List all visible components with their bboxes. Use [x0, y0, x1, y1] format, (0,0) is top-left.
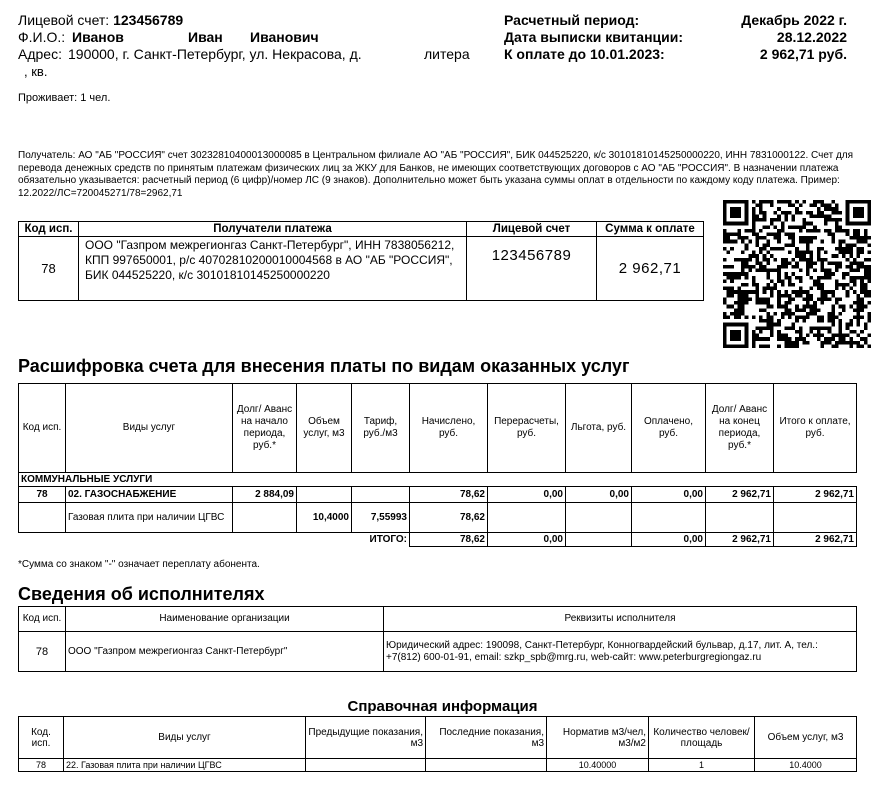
cell — [19, 503, 66, 533]
cell: 78 — [19, 759, 64, 772]
cell: 0,00 — [566, 487, 632, 503]
cell: 78,62 — [410, 503, 488, 533]
cell: 0,00 — [632, 533, 706, 547]
cell — [306, 759, 426, 772]
pay-amount: 2 962,71 руб. — [759, 46, 847, 62]
cell: 0,00 — [632, 487, 706, 503]
bh-total: Итого к оплате, руб. — [774, 384, 857, 473]
account-label: Лицевой счет: — [18, 12, 110, 28]
issue-date-label: Дата выписки квитанции: — [504, 29, 684, 45]
cell — [297, 487, 352, 503]
table-row — [19, 759, 857, 772]
col-code: Код исп. — [19, 222, 79, 237]
fio-middle: Иванович — [250, 29, 319, 45]
residents: Проживает: 1 чел. — [18, 92, 111, 104]
executors-table — [18, 606, 857, 672]
cell — [352, 487, 410, 503]
breakdown-table — [18, 383, 857, 547]
bh-debt-end: Долг/ Аванс на конец периода, руб.* — [706, 384, 774, 473]
cell: 2 962,71 — [774, 487, 857, 503]
cell: 2 884,09 — [233, 487, 297, 503]
fio-last: Иванов — [72, 29, 124, 45]
bh-charged: Начислено, руб. — [410, 384, 488, 473]
payment-code: 78 — [19, 237, 79, 301]
cell — [706, 503, 774, 533]
cell: 2 962,71 — [706, 533, 774, 547]
cell: 78 — [19, 487, 66, 503]
bh-code: Код исп. — [19, 384, 66, 473]
eh-code: Код исп. — [19, 607, 66, 632]
rh-people: Количество человек/ площадь — [649, 717, 755, 759]
cell: 2 962,71 — [706, 487, 774, 503]
cell: 78,62 — [410, 487, 488, 503]
col-recipients: Получатели платежа — [79, 222, 467, 237]
account-line — [18, 12, 183, 29]
issue-date-value: 28.12.2022 — [776, 29, 847, 45]
period-value: Декабрь 2022 г. — [741, 12, 847, 28]
cell: 22. Газовая плита при наличии ЦГВС — [64, 759, 306, 772]
cell — [566, 503, 632, 533]
rh-volume: Объем услуг, м3 — [755, 717, 857, 759]
address-kv: , кв. — [24, 64, 48, 79]
recipient-text: Получатель: АО "АБ "РОССИЯ" счет 30232810400013000085 в Центральном филиале АО "АБ "РОССИЯ", БИК 044525220, к/с 30101810145250000220, ИНН 7831000122. Счет для перевода денежных средств по принятым платежам физических лиц за ЖКУ для Банков, не имеющих соответствующих договоров с АО "АБ "РОССИЯ". В назначении платежа обязательно указывается: расчетный период (6 цифр)/номер ЛС (9 знаков). Дополнительно может быть указана суммы оплат в отдельности по каждому коду платежа. Пример: 12.2022/ЛС=720045271/78=2962,71 — [18, 150, 854, 199]
executors-title: Сведения об исполнителях — [18, 584, 265, 604]
address-label: Адрес: — [18, 46, 62, 62]
qr-code-icon — [722, 200, 872, 348]
cell: 10.4000 — [755, 759, 857, 772]
bh-service: Виды услуг — [66, 384, 233, 473]
rh-last: Последние показания, м3 — [426, 717, 547, 759]
rh-norm: Норматив м3/чел, м3/м2 — [547, 717, 649, 759]
executor-name: ООО "Газпром межрегионгаз Санкт-Петербург" — [66, 632, 384, 672]
bh-benefit: Льгота, руб. — [566, 384, 632, 473]
cell — [233, 503, 297, 533]
rh-service: Виды услуг — [64, 717, 306, 759]
pay-until-label: К оплате до 10.01.2023: — [504, 46, 665, 62]
col-sum: Сумма к оплате — [597, 222, 704, 237]
rh-prev: Предыдущие показания, м3 — [306, 717, 426, 759]
executor-details: Юридический адрес: 190098, Санкт-Петербург, Конногвардейский бульвар, д.17, лит. А, тел.: +7(812) 600-01-91, email: szkp_spb@mrg.ru, web-сайт: www.peterburgregiongaz.ru — [384, 632, 857, 672]
cell — [774, 503, 857, 533]
payment-account: 123456789 — [467, 237, 597, 301]
bh-debt-start: Долг/ Аванс на начало периода, руб.* — [233, 384, 297, 473]
cell: 10,4000 — [297, 503, 352, 533]
cell: 02. ГАЗОСНАБЖЕНИЕ — [66, 487, 233, 503]
eh-name: Наименование организации — [66, 607, 384, 632]
bh-paid: Оплачено, руб. — [632, 384, 706, 473]
table-row — [19, 503, 857, 533]
col-account: Лицевой счет — [467, 222, 597, 237]
cell — [566, 533, 632, 547]
eh-details: Реквизиты исполнителя — [384, 607, 857, 632]
cell: 1 — [649, 759, 755, 772]
fio-label: Ф.И.О.: — [18, 29, 66, 45]
cell: 0,00 — [488, 487, 566, 503]
bh-recalc: Перерасчеты, руб. — [488, 384, 566, 473]
reference-title: Справочная информация — [347, 698, 538, 715]
address-litera: литера — [424, 46, 470, 62]
total-label: ИТОГО: — [19, 533, 410, 547]
cell: 0,00 — [488, 533, 566, 547]
cell — [426, 759, 547, 772]
cell: Газовая плита при наличии ЦГВС — [66, 503, 233, 533]
bh-tariff: Тариф, руб./м3 — [352, 384, 410, 473]
cell — [488, 503, 566, 533]
reference-table — [18, 716, 857, 772]
cell: 10.40000 — [547, 759, 649, 772]
cell: 78,62 — [410, 533, 488, 547]
cell: 7,55993 — [352, 503, 410, 533]
payment-recipient: ООО "Газпром межрегионгаз Санкт-Петербург", ИНН 7838056212, КПП 997650001, р/с 40702810200010004568 в АО "АБ "РОССИЯ", БИК 044525220, к/с 30101810145250000220 — [79, 237, 467, 301]
payment-table — [18, 221, 704, 301]
cell — [632, 503, 706, 533]
bh-volume: Объем услуг, м3 — [297, 384, 352, 473]
cell: 2 962,71 — [774, 533, 857, 547]
executor-code: 78 — [19, 632, 66, 672]
breakdown-title: Расшифровка счета для внесения платы по видам оказанных услуг — [18, 356, 630, 376]
account-value: 123456789 — [113, 12, 184, 28]
footnote: *Сумма со знаком "-" означает переплату абонента. — [18, 559, 260, 570]
payment-sum: 2 962,71 — [597, 237, 704, 301]
address-value: 190000, г. Санкт-Петербург, ул. Некрасова, д. — [68, 46, 362, 62]
period-label: Расчетный период: — [504, 12, 640, 28]
total-row — [19, 533, 857, 547]
rh-code: Код. исп. — [19, 717, 64, 759]
fio-first: Иван — [188, 29, 223, 45]
section-communal: КОММУНАЛЬНЫЕ УСЛУГИ — [19, 473, 857, 487]
table-row — [19, 487, 857, 503]
